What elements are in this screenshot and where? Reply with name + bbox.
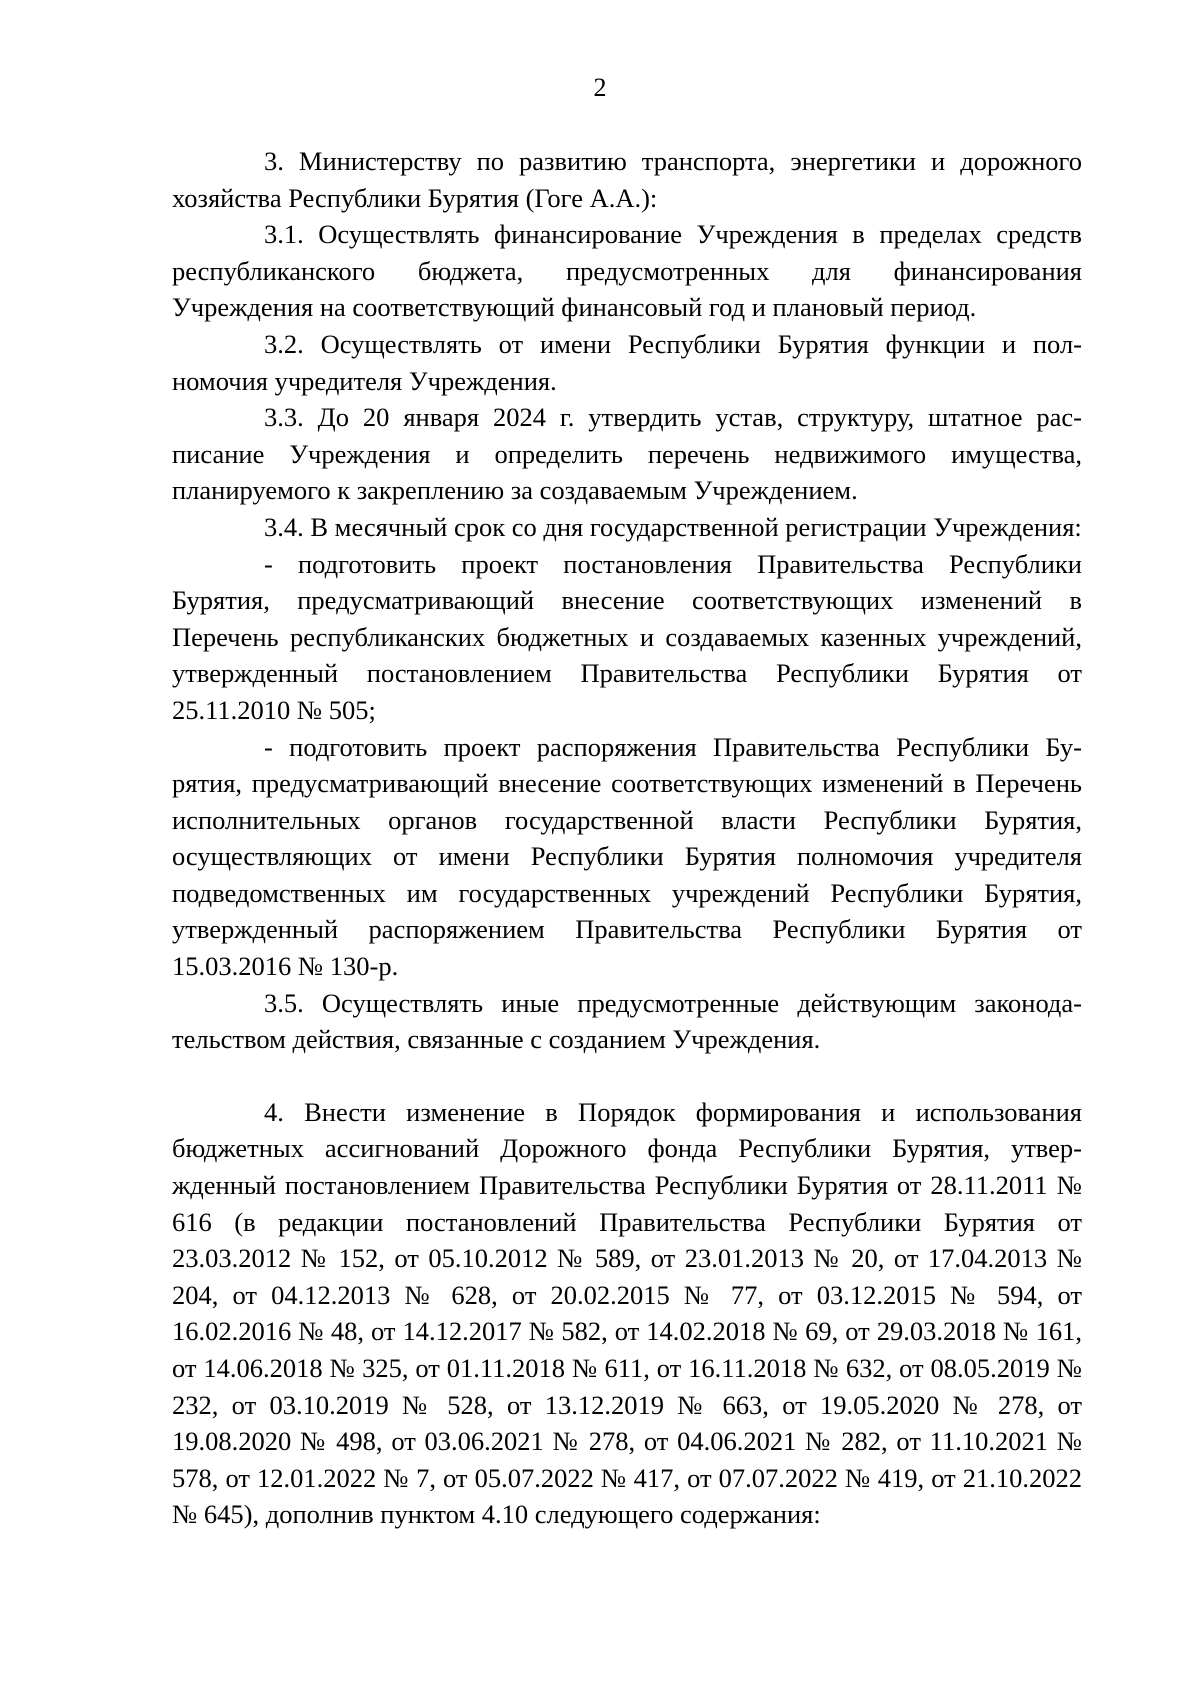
page-number: 2 <box>593 73 607 102</box>
paragraph-3-4-item-1: - подготовить проект постановления Правительства Республики Бурятия, предусматривающий внесение соответствующих изменений в Перечень республиканских бюджетных и создаваемых казенных учреждений, утвержденный постановлением Правительства Республики Бурятия от 25.11.2010 № 505; <box>172 548 1082 725</box>
paragraph-3-2: 3.2. Осуществлять от имени Республики Бурятия функции и полномочия учредителя Учреждения. <box>172 328 1082 396</box>
paragraph-3: 3. Министерству по развитию транспорта, энергетики и дорожного хозяйства Республики Бурятия (Гоге А.А.): <box>172 146 1082 213</box>
paragraph-3-1: 3.1. Осуществлять финансирование Учреждения в пределах средств республиканского бюджета, предусмотренных для финансирования Учреждения на соответствующий финансовый год и плановый период. <box>172 219 1082 323</box>
paragraph-3-3: 3.3. До 20 января 2024 г. утвердить устав, структуру, штатное расписание Учреждения и определить перечень недвижимого имущества, планируемого к закреплению за создаваемым Учреждением. <box>172 402 1082 506</box>
document-body <box>172 143 1082 1533</box>
paragraph-3-5: 3.5. Осуществлять иные предусмотренные действующим законодательством действия, связанные с созданием Учреждения. <box>172 987 1082 1055</box>
paragraph-3-4: 3.4. В месячный срок со дня государственной регистрации Учреждения: <box>264 511 1082 542</box>
paragraph-4: 4. Внести изменение в Порядок формирования и использования бюджетных ассигнований Дорожного фонда Республики Бурятия, утвержденный постановлением Правительства Республики Бурятия от 28.11.2011 № 616 (в редакции постановлений Правительства Республики Бурятия от 23.03.2012 № 152, от 05.10.2012 № 589, от 23.01.2013 № 20, от 17.04.2013 № 204, от 04.12.2013 № 628, от 20.02.2015 № 77, от 03.12.2015 № 594, от 16.02.2016 № 48, от 14.12.2017 № 582, от 14.02.2018 № 69, от 29.03.2018 № 161, от 14.06.2018 № 325, от 01.11.2018 № 611, от 16.11.2018 № 632, от 08.05.2019 № 232, от 03.10.2019 № 528, от 13.12.2019 № 663, от 19.05.2020 № 278, от 19.08.2020 № 498, от 03.06.2021 № 278, от 04.06.2021 № 282, от 11.10.2021 № 578, от 12.01.2022 № 7, от 05.07.2022 № 417, от 07.07.2022 № 419, от 21.10.2022 № 645), дополнив пунктом 4.10 следующего содержания: <box>172 1096 1082 1530</box>
paragraph-3-4-item-2: - подготовить проект распоряжения Правительства Республики Бурятия, предусматривающий внесение соответствующих изменений в Перечень исполнительных органов государственной власти Республики Бурятия, осуществляющих от имени Республики Бурятия полномочия учредителя подведомственных им государственных учреждений Республики Бурятия, утвержденный распоряжением Правительства Республики Бурятия от 15.03.2016 № 130-р. <box>172 731 1082 982</box>
